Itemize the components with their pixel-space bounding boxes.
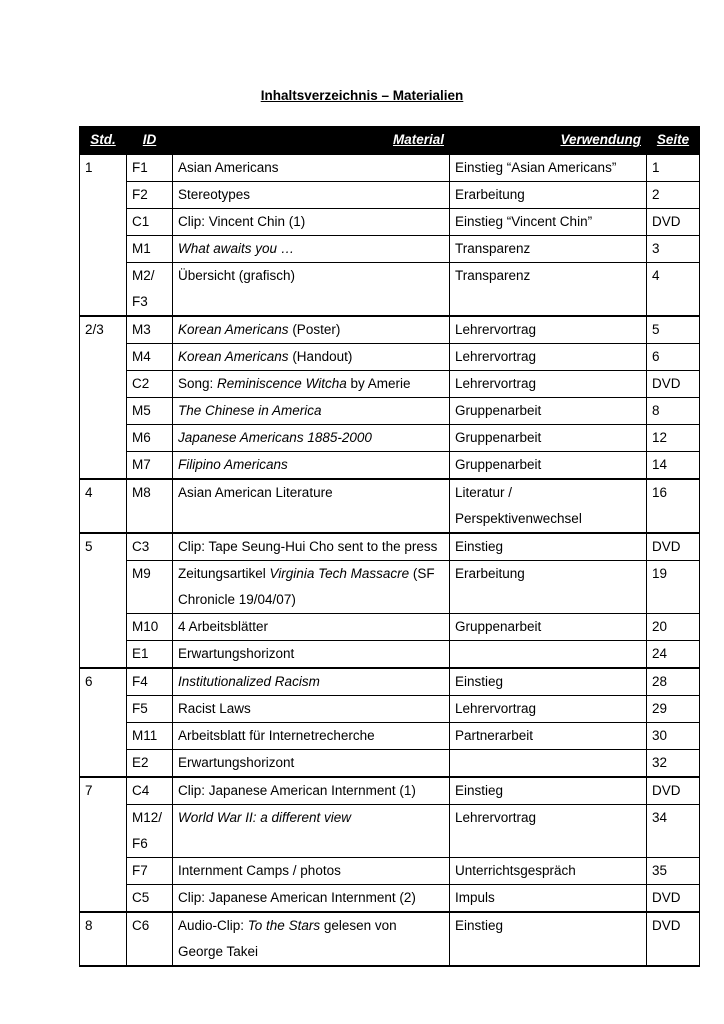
material-id: F5 <box>127 696 173 723</box>
material-title-segment: (SF Chronicle 19/04/07) <box>178 566 435 607</box>
table-row <box>80 561 700 614</box>
material-title-segment: Racist Laws <box>178 701 251 716</box>
material-id: C1 <box>127 209 173 236</box>
material-page: 19 <box>647 561 700 614</box>
table-row <box>80 398 700 425</box>
material-title-segment: Audio-Clip: <box>178 918 248 933</box>
material-page: DVD <box>647 209 700 236</box>
material-use: Transparenz <box>450 263 647 317</box>
material-use: Einstieg “Asian Americans” <box>450 154 647 182</box>
material-id: M3 <box>127 316 173 344</box>
material-id: M8 <box>127 479 173 533</box>
material-use: Impuls <box>450 885 647 913</box>
table-row <box>80 154 700 182</box>
material-title <box>173 885 450 913</box>
material-id: F7 <box>127 858 173 885</box>
material-id: F4 <box>127 668 173 696</box>
header-material: Material <box>173 127 450 155</box>
material-title <box>173 533 450 561</box>
material-page: 14 <box>647 452 700 480</box>
material-title <box>173 641 450 669</box>
session-number: 6 <box>80 668 127 777</box>
table-row <box>80 371 700 398</box>
material-title <box>173 668 450 696</box>
material-title-segment: What awaits you … <box>178 241 295 256</box>
material-id: M11 <box>127 723 173 750</box>
material-title-segment: Erwartungshorizont <box>178 646 295 661</box>
material-title-segment: Institutionalized Racism <box>178 674 320 689</box>
material-use: Lehrervortrag <box>450 805 647 858</box>
material-use: Lehrervortrag <box>450 316 647 344</box>
material-title-segment: To the Stars <box>247 918 321 933</box>
material-title <box>173 696 450 723</box>
material-id: E1 <box>127 641 173 669</box>
material-id: M9 <box>127 561 173 614</box>
material-page: 29 <box>647 696 700 723</box>
material-title <box>173 154 450 182</box>
material-page: 35 <box>647 858 700 885</box>
material-title <box>173 561 450 614</box>
material-title-segment: Virginia Tech Massacre <box>269 566 410 581</box>
material-title <box>173 236 450 263</box>
material-title-segment: Stereotypes <box>178 187 251 202</box>
header-std: Std. <box>80 127 127 155</box>
material-title-segment: Clip: Tape Seung-Hui Cho sent to the press <box>178 539 438 554</box>
material-page: 30 <box>647 723 700 750</box>
material-use: Partnerarbeit <box>450 723 647 750</box>
material-title-segment: Japanese Americans 1885-2000 <box>178 430 372 445</box>
material-title-segment: Internment Camps / photos <box>178 863 341 878</box>
material-page: DVD <box>647 533 700 561</box>
material-title-segment: (Poster) <box>288 322 341 337</box>
session-number: 1 <box>80 154 127 316</box>
material-use: Erarbeitung <box>450 561 647 614</box>
table-row <box>80 912 700 966</box>
material-id: M4 <box>127 344 173 371</box>
table-header <box>80 127 700 155</box>
material-use: Einstieg <box>450 533 647 561</box>
material-page: DVD <box>647 777 700 805</box>
session-number: 4 <box>80 479 127 533</box>
table-row <box>80 344 700 371</box>
header-id: ID <box>127 127 173 155</box>
material-title-segment: World War II: a different view <box>178 810 352 825</box>
material-title <box>173 263 450 317</box>
material-page: 4 <box>647 263 700 317</box>
material-title <box>173 182 450 209</box>
table-row <box>80 209 700 236</box>
material-use: Gruppenarbeit <box>450 425 647 452</box>
material-id: M2/ F3 <box>127 263 173 317</box>
material-title <box>173 344 450 371</box>
material-title <box>173 858 450 885</box>
material-use: Erarbeitung <box>450 182 647 209</box>
session-group <box>80 316 700 479</box>
material-title <box>173 750 450 778</box>
material-id: E2 <box>127 750 173 778</box>
material-title-segment: Filipino Americans <box>178 457 288 472</box>
session-group <box>80 777 700 912</box>
material-id: M12/ F6 <box>127 805 173 858</box>
material-id: M7 <box>127 452 173 480</box>
material-page: 6 <box>647 344 700 371</box>
material-use <box>450 750 647 778</box>
material-page: 5 <box>647 316 700 344</box>
material-id: M1 <box>127 236 173 263</box>
session-group <box>80 668 700 777</box>
table-row <box>80 668 700 696</box>
material-use <box>450 641 647 669</box>
material-title-segment: (Handout) <box>288 349 353 364</box>
material-id: C2 <box>127 371 173 398</box>
material-title-segment: Clip: Japanese American Internment (2) <box>178 890 416 905</box>
material-title-segment: Zeitungsartikel <box>178 566 270 581</box>
material-title <box>173 398 450 425</box>
material-use: Lehrervortrag <box>450 371 647 398</box>
table-row <box>80 858 700 885</box>
material-page: 3 <box>647 236 700 263</box>
material-title-segment: Korean Americans <box>178 322 289 337</box>
material-title-segment: Song: <box>178 376 218 391</box>
session-group <box>80 479 700 533</box>
table-row <box>80 750 700 778</box>
material-title <box>173 912 450 966</box>
material-title <box>173 371 450 398</box>
session-group <box>80 154 700 316</box>
table-row <box>80 236 700 263</box>
material-id: C5 <box>127 885 173 913</box>
material-use: Literatur / Perspektivenwechsel <box>450 479 647 533</box>
material-page: DVD <box>647 912 700 966</box>
table-row <box>80 614 700 641</box>
table-row <box>80 805 700 858</box>
material-use: Lehrervortrag <box>450 344 647 371</box>
material-title-segment: Clip: Vincent Chin (1) <box>178 214 306 229</box>
material-use: Lehrervortrag <box>450 696 647 723</box>
material-id: F1 <box>127 154 173 182</box>
material-use: Einstieg <box>450 668 647 696</box>
material-title <box>173 452 450 480</box>
table-row <box>80 641 700 669</box>
material-page: 16 <box>647 479 700 533</box>
material-title-segment: gelesen von George Takei <box>178 918 397 959</box>
materials-table <box>79 126 700 967</box>
material-page: 20 <box>647 614 700 641</box>
table-row <box>80 723 700 750</box>
table-row <box>80 182 700 209</box>
material-use: Gruppenarbeit <box>450 614 647 641</box>
session-number: 7 <box>80 777 127 912</box>
material-id: C6 <box>127 912 173 966</box>
material-title-segment: 4 Arbeitsblätter <box>178 619 269 634</box>
material-title-segment: Asian American Literature <box>178 485 333 500</box>
material-use: Einstieg “Vincent Chin” <box>450 209 647 236</box>
table-row <box>80 533 700 561</box>
material-title <box>173 723 450 750</box>
material-use: Einstieg <box>450 912 647 966</box>
material-page: DVD <box>647 371 700 398</box>
material-title <box>173 479 450 533</box>
material-title-segment: Clip: Japanese American Internment (1) <box>178 783 416 798</box>
material-use: Unterrichtsgespräch <box>450 858 647 885</box>
material-title-segment: by Amerie <box>346 376 411 391</box>
material-id: C3 <box>127 533 173 561</box>
material-page: 1 <box>647 154 700 182</box>
table-row <box>80 479 700 533</box>
material-page: 32 <box>647 750 700 778</box>
material-page: 24 <box>647 641 700 669</box>
header-page: Seite <box>647 127 700 155</box>
material-use: Transparenz <box>450 236 647 263</box>
material-page: 8 <box>647 398 700 425</box>
material-use: Gruppenarbeit <box>450 398 647 425</box>
table-row <box>80 885 700 913</box>
material-title-segment: Erwartungshorizont <box>178 755 295 770</box>
material-use: Gruppenarbeit <box>450 452 647 480</box>
material-use: Einstieg <box>450 777 647 805</box>
page-title: Inhaltsverzeichnis – Materialien <box>260 88 464 103</box>
header-use: Verwendung <box>450 127 647 155</box>
material-title-segment: Asian Americans <box>178 160 279 175</box>
material-id: C4 <box>127 777 173 805</box>
material-title <box>173 614 450 641</box>
material-title-segment: Korean Americans <box>178 349 289 364</box>
session-number: 5 <box>80 533 127 668</box>
material-page: 12 <box>647 425 700 452</box>
material-page: 28 <box>647 668 700 696</box>
material-title <box>173 805 450 858</box>
session-group <box>80 912 700 966</box>
material-title-segment: Übersicht (grafisch) <box>178 268 296 283</box>
material-title-segment: Arbeitsblatt für Internetrecherche <box>178 728 375 743</box>
table-row <box>80 777 700 805</box>
material-page: DVD <box>647 885 700 913</box>
table-row <box>80 452 700 480</box>
material-id: M5 <box>127 398 173 425</box>
material-id: M10 <box>127 614 173 641</box>
table-row <box>80 696 700 723</box>
table-row <box>80 425 700 452</box>
table-row <box>80 263 700 317</box>
material-page: 34 <box>647 805 700 858</box>
material-id: F2 <box>127 182 173 209</box>
material-id: M6 <box>127 425 173 452</box>
session-number: 8 <box>80 912 127 966</box>
material-title <box>173 777 450 805</box>
material-title-segment: Reminiscence Witcha <box>217 376 347 391</box>
material-title <box>173 316 450 344</box>
material-title <box>173 425 450 452</box>
session-group <box>80 533 700 668</box>
material-title <box>173 209 450 236</box>
session-number: 2/3 <box>80 316 127 479</box>
table-row <box>80 316 700 344</box>
material-title-segment: The Chinese in America <box>178 403 322 418</box>
material-page: 2 <box>647 182 700 209</box>
